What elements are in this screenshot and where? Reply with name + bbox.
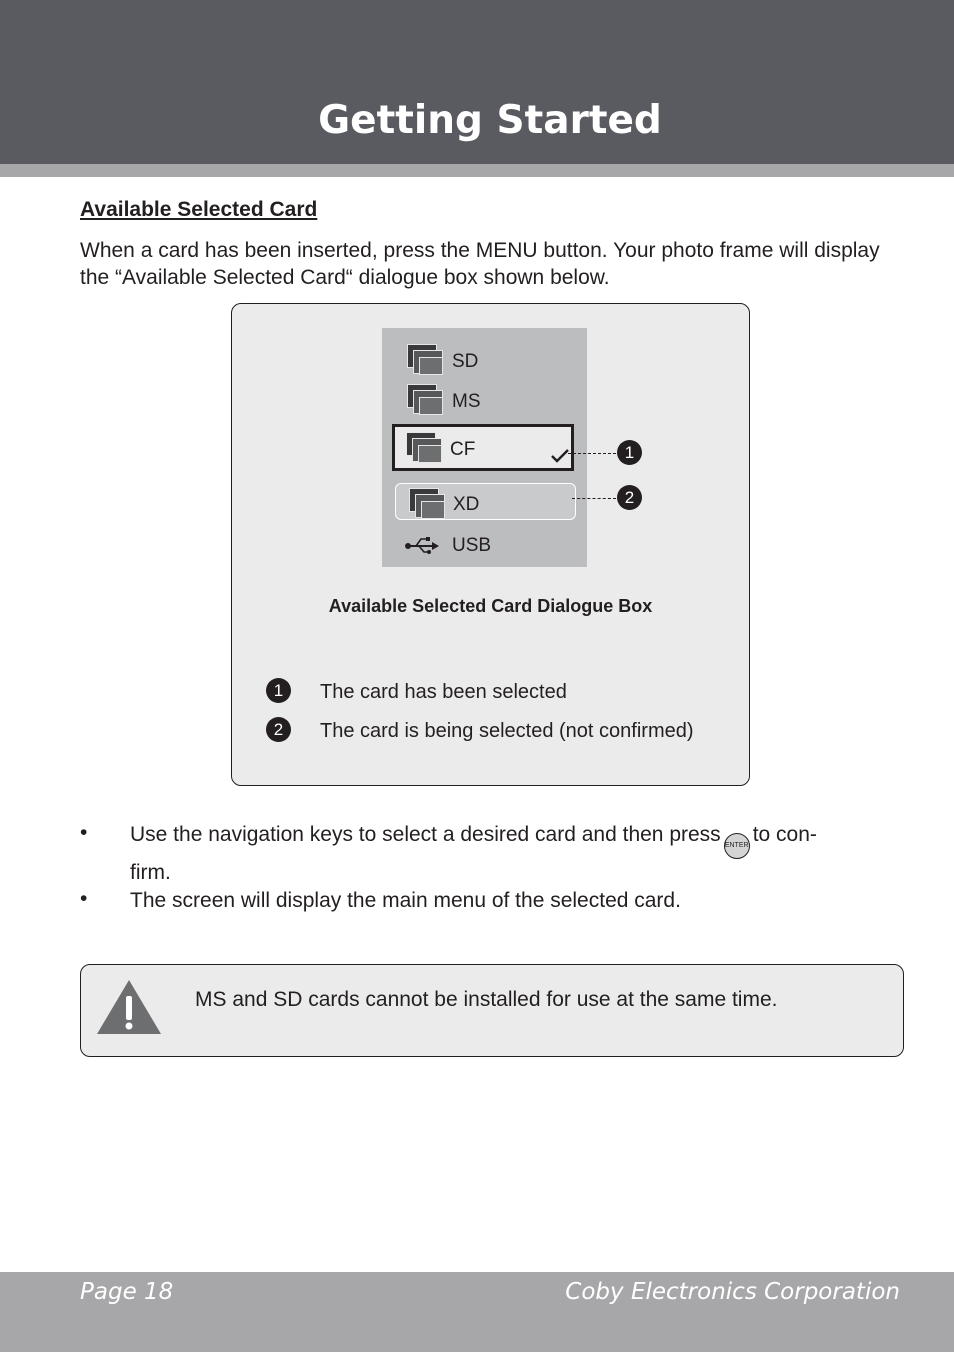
intro-paragraph: When a card has been inserted, press the MENU button. Your photo frame will display the “Available Selected Card“ dialogue box shown below. [80, 239, 880, 289]
legend-number-2: 2 [266, 717, 291, 742]
page-title: Getting Started [318, 98, 662, 143]
bullet-1-marker: • [80, 821, 88, 844]
page-number: Page 18 [80, 1279, 174, 1305]
bullet-1-part-b: to con- [752, 823, 817, 846]
xd-card-icon [409, 488, 445, 520]
sd-card-icon [407, 344, 443, 376]
bullet-2-marker: • [80, 887, 88, 910]
figure-caption: Available Selected Card Dialogue Box [328, 596, 653, 616]
legend-text-1: The card has been selected [320, 681, 567, 703]
bullet-1-text [130, 821, 890, 886]
company-name: Coby Electronics Corporation [565, 1279, 900, 1305]
menu-item-sd: SD [452, 351, 479, 372]
menu-item-cf: CF [450, 439, 476, 460]
bullet-1-part-a: Use the navigation keys to select a desired card and then press [130, 823, 721, 846]
callout-line-1 [568, 453, 616, 454]
bullet-1-part-c: firm. [130, 861, 171, 884]
warning-text: MS and SD cards cannot be installed for use at the same time. [195, 988, 778, 1011]
legend-number-1: 1 [266, 678, 291, 703]
cf-card-icon [406, 432, 442, 464]
header-stripe [0, 164, 954, 177]
menu-item-usb: USB [452, 535, 492, 556]
bullet-2-text: The screen will display the main menu of the selected card. [130, 889, 681, 912]
section-heading: Available Selected Card [80, 198, 318, 221]
enter-button-icon: ENTER [724, 833, 750, 859]
warning-triangle-icon [95, 978, 163, 1036]
menu-item-xd: XD [453, 494, 480, 515]
menu-item-ms: MS [452, 391, 481, 412]
ms-card-icon [407, 384, 443, 416]
checkmark-icon [550, 448, 570, 464]
callout-line-2 [572, 498, 616, 499]
usb-icon [404, 536, 440, 556]
callout-number-1: 1 [617, 440, 642, 465]
callout-number-2: 2 [617, 485, 642, 510]
legend-text-2: The card is being selected (not confirmed) [320, 720, 694, 742]
